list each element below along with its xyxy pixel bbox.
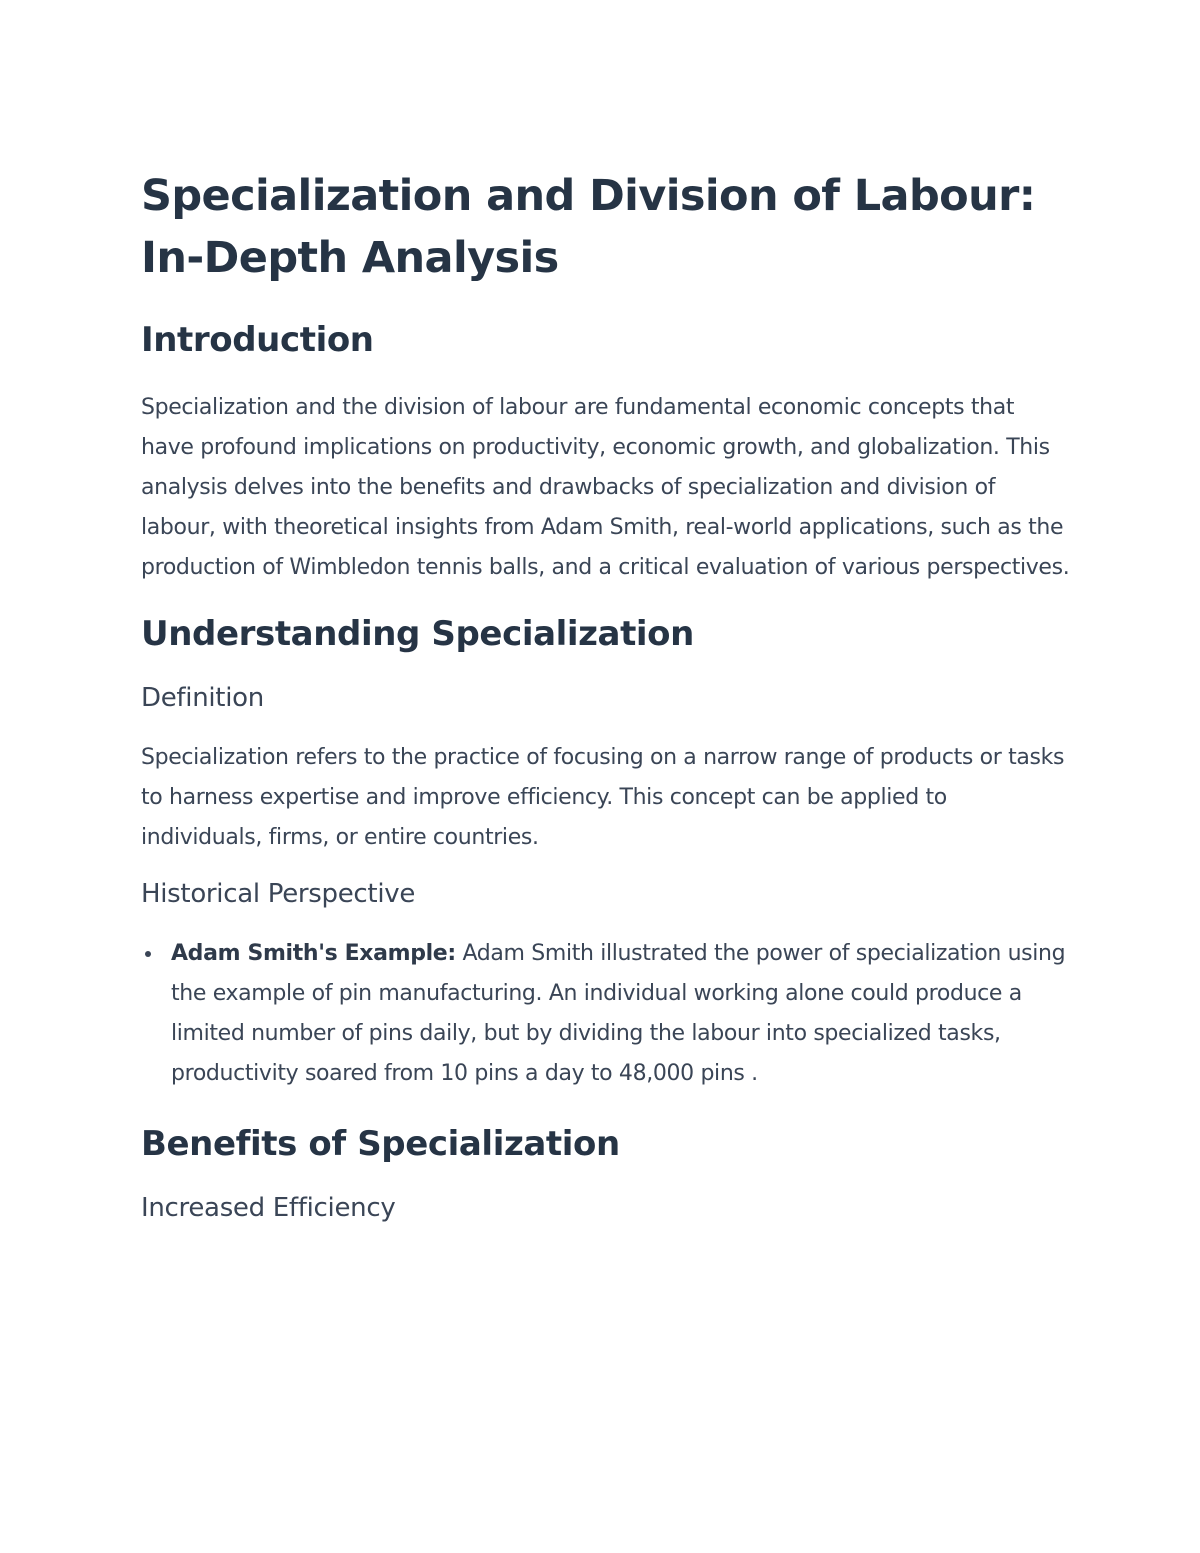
historical-perspective-heading: Historical Perspective (141, 879, 416, 909)
increased-efficiency-heading: Increased Efficiency (141, 1193, 396, 1223)
introduction-paragraph: Specialization and the division of labour are fundamental economic concepts that have profound implications on productivity, economic growth, and globalization. This analysis delves into the benefits and drawbacks of specialization and division of labour, with theoretical insights from Adam Smith, real-world applications, such as the production of Wimbledon tennis balls, and a critical evaluation of various perspectives. (141, 395, 1070, 580)
benefits-heading: Benefits of Specialization (141, 1124, 620, 1164)
definition-heading: Definition (141, 683, 264, 713)
definition-paragraph: Specialization refers to the practice of focusing on a narrow range of products or tasks to harness expertise and improve efficiency. This concept can be applied to individuals, firms, or entire countries. (141, 745, 1065, 850)
list-item-label: Adam Smith's Example: (171, 941, 456, 966)
document-content (141, 165, 1071, 1226)
list-item-text: Adam Smith illustrated the power of specialization using the example of pin manufacturing. An individual working alone could produce a limited number of pins daily, but by dividing the labour into specialized tasks, productivity soared from 10 pins a day to 48,000 pins . (171, 941, 1066, 1086)
introduction-heading: Introduction (141, 320, 374, 360)
document-title: Specialization and Division of Labour: In-Depth Analysis (141, 171, 1036, 283)
bullet-icon (145, 951, 151, 957)
understanding-specialization-heading: Understanding Specialization (141, 614, 694, 654)
historical-perspective-list (141, 934, 1071, 1094)
list-item (171, 934, 1071, 1094)
